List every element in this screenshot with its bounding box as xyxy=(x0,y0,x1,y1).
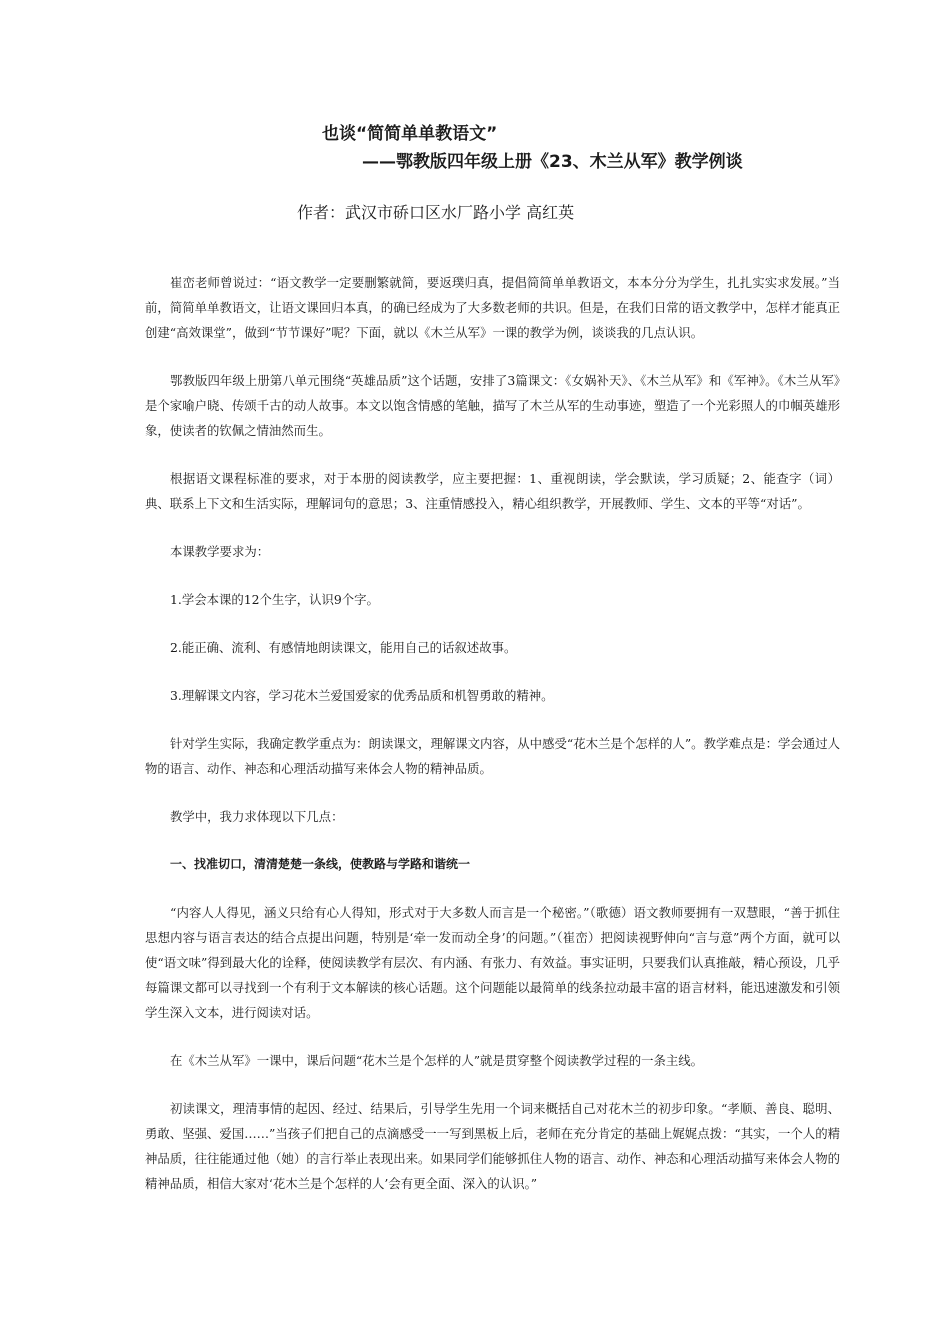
requirement-item-3: 3.理解课文内容，学习花木兰爱国爱家的优秀品质和机智勇敢的精神。 xyxy=(170,688,554,703)
section-heading-1: 一、找准切口，清清楚楚一条线，使教路与学路和谐统一 xyxy=(170,857,471,871)
requirement-item-1: 1.学会本课的12个生字，认识9个字。 xyxy=(170,592,379,607)
paragraph-practice-intro: 教学中，我力求体现以下几点： xyxy=(170,809,344,824)
paragraph-curriculum-standard: 根据语文课程标准的要求，对于本册的阅读教学，应主要把握：1、重视朗读，学会默读，学习质疑；2、能查字（词）典、联系上下文和生活实际，理解词句的意思；3、注重情感投入，精心组织教学，开展教师、学生、文本的平等“对话”。 xyxy=(145,471,840,511)
paragraph-intro: 崔峦老师曾说过：“语文教学一定要删繁就简，要返璞归真，提倡简简单单教语文，本本分分为学生，扎扎实实求发展。”当前，简简单单教语文，让语文课回归本真，的确已经成为了大多数老师的共识。但是，在我们日常的语文教学中，怎样才能真正创建“高效课堂”，做到“节节课好”呢？下面，就以《木兰从军》一课的教学为例，谈谈我的几点认识。 xyxy=(145,275,840,340)
paragraph-unit-overview: 鄂教版四年级上册第八单元围绕“英雄品质”这个话题，安排了3篇课文：《女娲补天》、《木兰从军》和《军神》。《木兰从军》是个家喻户晓、传颂千古的动人故事。本文以饱含情感的笔触，描写了木兰从军的生动事迹，塑造了一个光彩照人的巾帼英雄形象，使读者的钦佩之情油然而生。 xyxy=(145,373,840,438)
paragraph-goethe-quote: “内容人人得见，涵义只给有心人得知，形式对于大多数人而言是一个秘密。”（歌德）语文教师要拥有一双慧眼，“善于抓住思想内容与语言表达的结合点提出问题，特别是‘牵一发而动全身’的问题。”（崔峦）把阅读视野伸向“言与意”两个方面，就可以使“语文味”得到最大化的诠释，使阅读教学有层次、有内涵、有张力、有效益。事实证明，只要我们认真推敲，精心预设，几乎每篇课文都可以寻找到一个有利于文本解读的核心话题。这个问题能以最简单的线条拉动最丰富的语言材料，能迅速激发和引领学生深入文本，进行阅读对话。 xyxy=(145,905,840,1020)
requirement-item-2: 2.能正确、流利、有感情地朗读课文，能用自己的话叙述故事。 xyxy=(170,640,517,655)
paragraph-key-points: 针对学生实际，我确定教学重点为：朗读课文，理解课文内容，从中感受“花木兰是个怎样的人”。教学难点是：学会通过人物的语言、动作、神态和心理活动描写来体会人物的精神品质。 xyxy=(145,736,840,776)
paragraph-requirements-label: 本课教学要求为： xyxy=(170,544,270,559)
paragraph-main-line: 在《木兰从军》一课中，课后问题“花木兰是个怎样的人”就是贯穿整个阅读教学过程的一条主线。 xyxy=(170,1053,704,1068)
document-subtitle: ——鄂教版四年级上册《23、木兰从军》教学例谈 xyxy=(362,152,743,172)
paragraph-first-reading: 初读课文，理清事情的起因、经过、结果后，引导学生先用一个词来概括自己对花木兰的初步印象。“孝顺、善良、聪明、勇敢、坚强、爱国……”当孩子们把自己的点滴感受一一写到黑板上后，老师在充分肯定的基础上娓娓点拨：“其实，一个人的精神品质，往往能通过他（她）的言行举止表现出来。如果同学们能够抓住人物的语言、动作、神态和心理活动描写来体会人物的精神品质，相信大家对‘花木兰是个怎样的人’会有更全面、深入的认识。” xyxy=(145,1101,840,1191)
author-line: 作者：武汉市硚口区水厂路小学 高红英 xyxy=(297,203,575,222)
article-body xyxy=(145,270,840,1219)
document-title: 也谈“简简单单教语文” xyxy=(322,124,498,144)
